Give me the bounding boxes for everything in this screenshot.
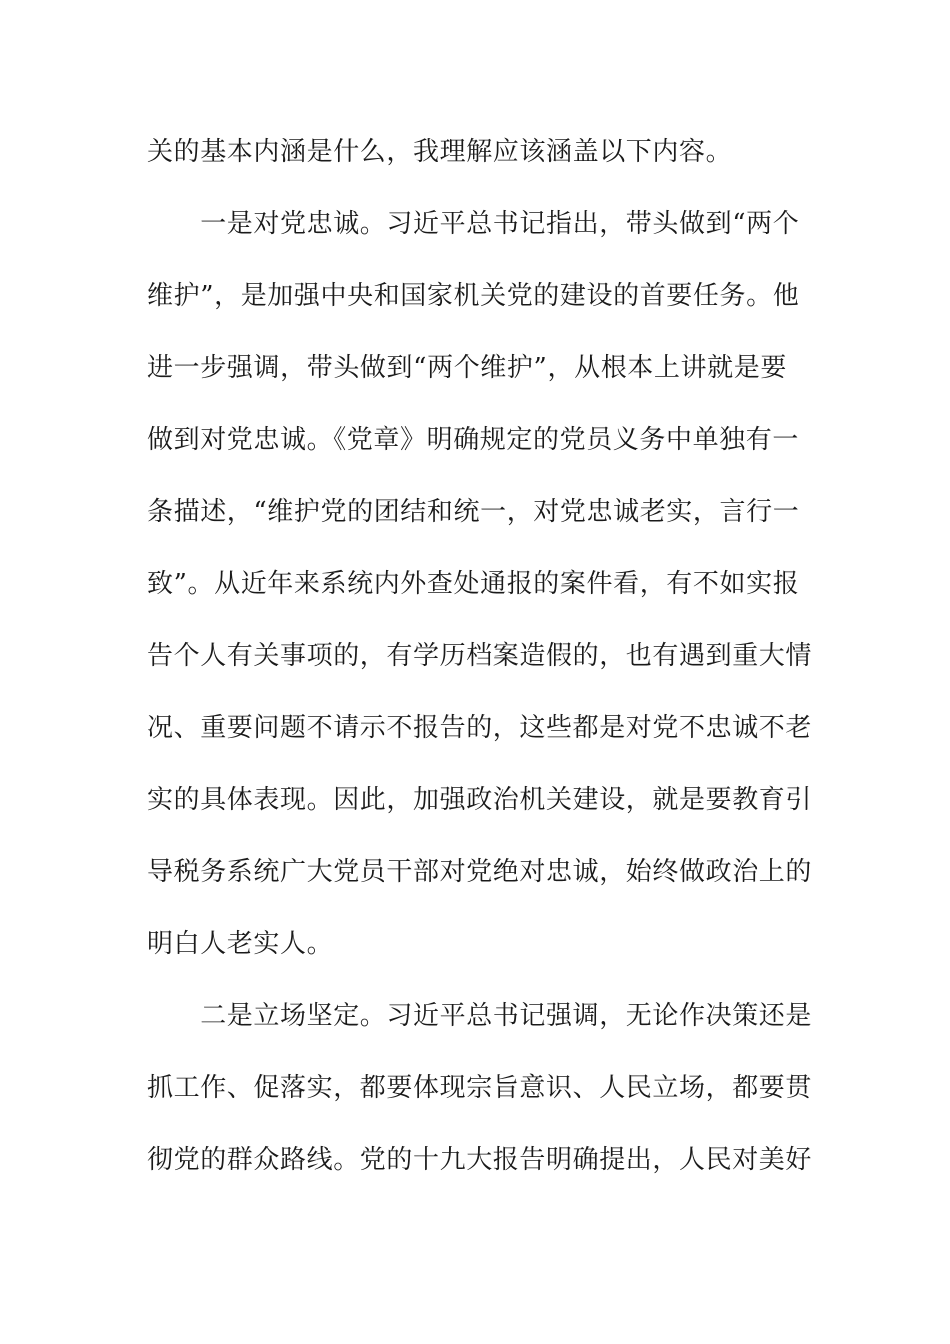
- text-line: 抓工作、促落实，都要体现宗旨意识、人民立场，都要贯: [147, 1073, 813, 1103]
- text-line: 关的基本内涵是什么，我理解应该涵盖以下内容。: [147, 137, 733, 167]
- text-line: 二是立场坚定。习近平总书记强调，无论作决策还是: [147, 1001, 813, 1031]
- text-line: 导税务系统广大党员干部对党绝对忠诚，始终做政治上的: [147, 857, 813, 887]
- text-line: 维护”，是加强中央和国家机关党的建设的首要任务。他: [147, 281, 800, 311]
- text-line: 告个人有关事项的，有学历档案造假的，也有遇到重大情: [147, 641, 813, 671]
- text-line: 进一步强调，带头做到“两个维护”，从根本上讲就是要: [147, 353, 787, 383]
- text-line: 况、重要问题不请示不报告的，这些都是对党不忠诚不老: [147, 713, 813, 743]
- text-line: 实的具体表现。因此，加强政治机关建设，就是要教育引: [147, 785, 813, 815]
- text-line: 条描述，“维护党的团结和统一，对党忠诚老实，言行一: [147, 497, 800, 527]
- text-line: 彻党的群众路线。党的十九大报告明确提出，人民对美好: [147, 1145, 813, 1175]
- text-line: 一是对党忠诚。习近平总书记指出，带头做到“两个: [147, 209, 800, 239]
- text-line: 致”。从近年来系统内外查处通报的案件看，有不如实报: [147, 569, 800, 599]
- text-line: 做到对党忠诚。《党章》明确规定的党员义务中单独有一: [147, 425, 800, 455]
- text-line: 明白人老实人。: [147, 929, 334, 959]
